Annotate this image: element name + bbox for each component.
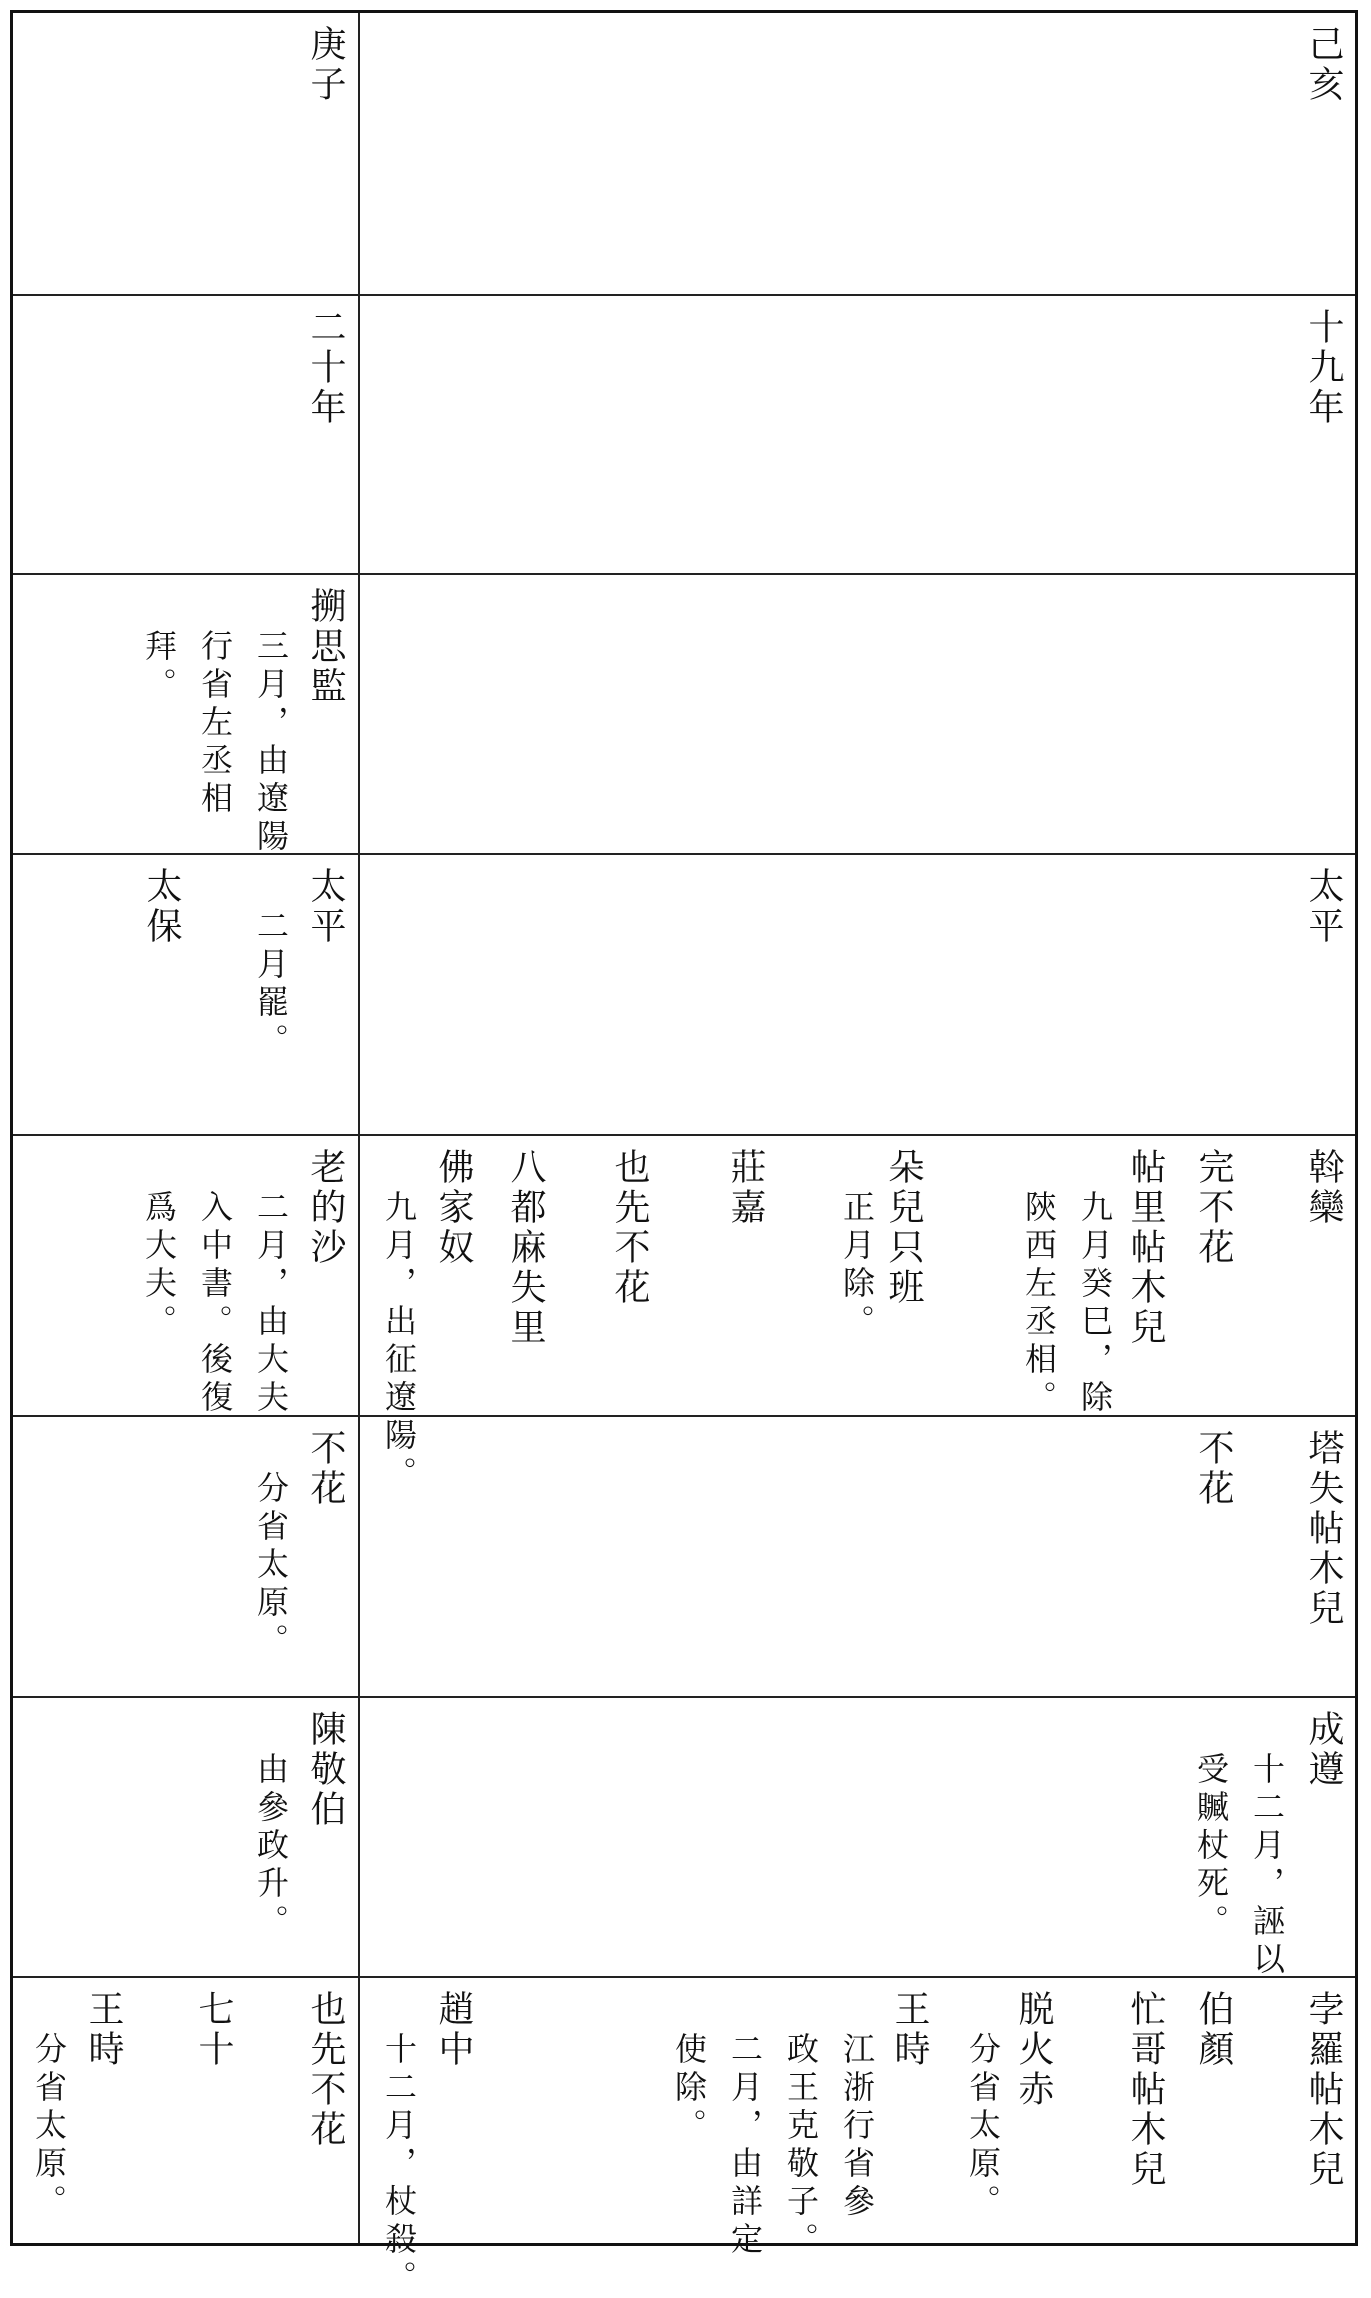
official-name: 佛家奴 xyxy=(433,1148,474,1268)
official-note: 十二月，誣以 xyxy=(1248,1752,1286,1980)
official-name: 七十 xyxy=(193,1990,234,2070)
official-note: 入中書。後復 xyxy=(196,1190,234,1418)
official-name: 也先不花 xyxy=(609,1148,650,1308)
official-note: 行省左丞相 xyxy=(196,629,234,819)
official-name: 不花 xyxy=(305,1429,346,1509)
table-row xyxy=(13,573,1355,855)
table-row xyxy=(13,13,1355,294)
table-row xyxy=(13,853,1355,1136)
official-note: 政王克敬子。 xyxy=(782,2032,820,2260)
official-note: 二月，由大夫 xyxy=(252,1190,290,1418)
official-name: 太平 xyxy=(305,867,346,947)
year-label: 二十年 xyxy=(305,308,346,428)
official-note: 九月癸巳，除 xyxy=(1076,1190,1114,1418)
official-name: 八都麻失里 xyxy=(505,1148,546,1348)
official-note: 二月罷。 xyxy=(252,909,290,1061)
year-label: 己亥 xyxy=(1303,25,1344,105)
official-name: 完不花 xyxy=(1193,1148,1234,1268)
table-row xyxy=(13,1976,1355,2298)
official-note: 三月，由遼陽 xyxy=(252,629,290,857)
official-name: 王時 xyxy=(889,1990,930,2070)
official-name: 孛羅帖木兒 xyxy=(1303,1990,1344,2190)
official-name: 塔失帖木兒 xyxy=(1303,1429,1344,1629)
official-note: 由參政升。 xyxy=(252,1752,290,1942)
official-note: 江浙行省參 xyxy=(838,2032,876,2222)
official-note: 拜。 xyxy=(140,629,178,705)
official-name: 也先不花 xyxy=(305,1990,346,2150)
official-note: 分省太原。 xyxy=(30,2032,68,2222)
official-name: 帖里帖木兒 xyxy=(1125,1148,1166,1348)
official-note: 陝西左丞相。 xyxy=(1020,1190,1058,1418)
official-note: 十二月，杖殺。 xyxy=(380,2032,418,2298)
official-note: 分省太原。 xyxy=(252,1471,290,1661)
official-name: 不花 xyxy=(1193,1429,1234,1509)
table-row xyxy=(13,1134,1355,1494)
official-name: 成遵 xyxy=(1303,1710,1344,1790)
official-name: 太平 xyxy=(1303,867,1344,947)
official-name: 老的沙 xyxy=(305,1148,346,1268)
official-note: 九月，出征遼陽。 xyxy=(380,1190,418,1494)
table-row xyxy=(13,1415,1355,1698)
official-name: 莊嘉 xyxy=(725,1148,766,1228)
official-note: 使除。 xyxy=(670,2032,708,2146)
year-label: 十九年 xyxy=(1303,308,1344,428)
table-row xyxy=(13,1696,1355,1978)
table-row xyxy=(13,294,1355,575)
official-name: 趙中 xyxy=(433,1990,474,2070)
official-name: 斡欒 xyxy=(1303,1148,1344,1228)
official-name: 陳敬伯 xyxy=(305,1710,346,1830)
official-note: 二月，由詳定 xyxy=(726,2032,764,2260)
official-note: 分省太原。 xyxy=(964,2032,1002,2222)
official-name: 朵兒只班 xyxy=(883,1148,924,1308)
chronology-table xyxy=(10,10,1358,2298)
official-note: 正月除。 xyxy=(838,1190,876,1342)
official-name: 脱火赤 xyxy=(1013,1990,1054,2110)
official-name: 太保 xyxy=(141,867,182,947)
official-name: 搠思監 xyxy=(305,587,346,707)
official-note: 爲大夫。 xyxy=(140,1190,178,1342)
official-name: 伯顏 xyxy=(1193,1990,1234,2070)
year-label: 庚子 xyxy=(305,25,346,105)
official-name: 忙哥帖木兒 xyxy=(1125,1990,1166,2190)
official-name: 王時 xyxy=(83,1990,124,2070)
official-note: 受贓杖死。 xyxy=(1192,1752,1230,1942)
